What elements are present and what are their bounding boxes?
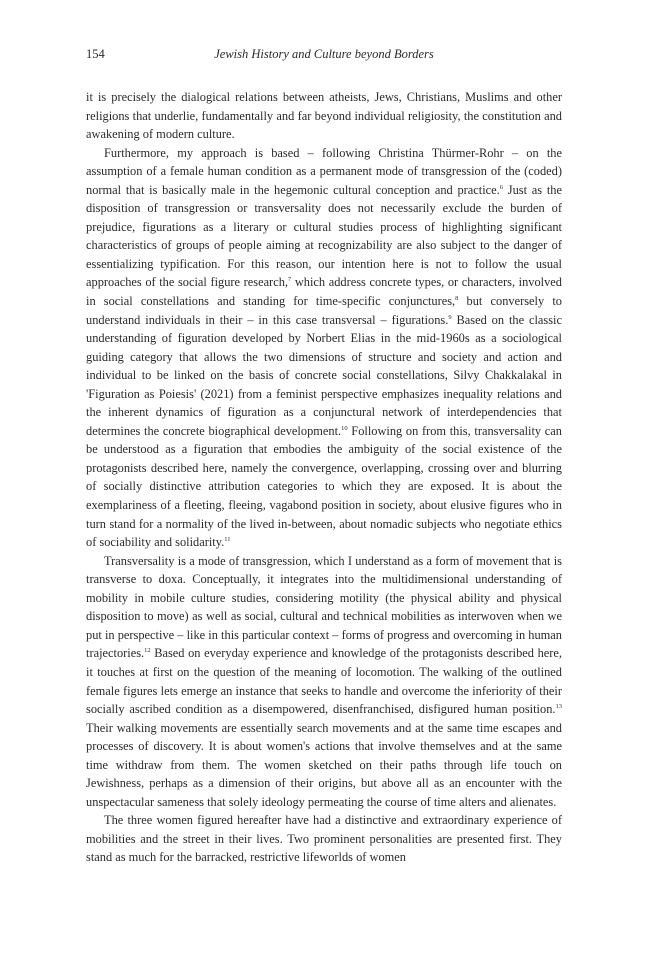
footnote-reference: 11 <box>224 536 231 544</box>
footnote-reference: 12 <box>144 647 151 655</box>
footnote-reference: 8 <box>455 295 459 303</box>
book-page <box>86 44 562 867</box>
footnote-reference: 9 <box>448 313 452 321</box>
paragraph <box>86 811 562 867</box>
footnote-reference: 6 <box>499 183 504 191</box>
paragraph <box>86 88 562 144</box>
paragraph <box>86 552 562 812</box>
paragraph-text: Based on the classic understanding of figuration developed by Norbert Elias in the mid-1960s as a sociological guiding category that allows the two dimensions of structure and society and action and individual to be linked on the basis of concrete social constellations, Silvy Chakkalakal in 'Figuration as Poiesis' (2021) from a feminist perspective emphasizes inequality relations and the inherent dynamics of figuration as a conjunctural network of interdependencies that determines the concrete biographical development. <box>86 312 562 438</box>
footnote-reference: 7 <box>287 276 292 284</box>
paragraph-text: The three women figured hereafter have had a distinctive and extraordinary experience of mobilities and the street in their lives. Two prominent personalities are presented first. They stand as much for the barracked, restrictive lifeworlds of women <box>86 813 562 865</box>
paragraph-text: Just as the disposition of transgression or transversality does not necessarily exclude the burden of prejudice, figurations as a literary or cultural studies process of highlighting significant characteristics of groups of people aiming at recognizability are also subject to the danger of essentializing typification. For this reason, our intention here is not to follow the usual approaches of the social figure research, <box>86 182 562 290</box>
paragraph-text: which address concrete types, or characters, involved in social constellations and standing for time-specific conjunctures, <box>86 275 562 309</box>
footnote-reference: 10 <box>341 424 348 432</box>
paragraph-text: it is precisely the dialogical relations between atheists, Jews, Christians, Muslims and other religions that underlie, fundamentally and far beyond individual religiosity, the constitution and awakening of modern culture. <box>86 90 562 142</box>
paragraph-text: Transversality is a mode of transgression, which I understand as a form of movement that is transverse to doxa. Conceptually, it integrates into the multidimensional understanding of mobility in mobile culture studies, considering motility (the physical ability and physical disposition to move) as well as social, cultural and technical mobilities as interwoven when we put in perspective – like in this particular context – forms of progress and overcoming in human trajectories. <box>86 553 562 661</box>
paragraph-text: Following on from this, transversality can be understood as a figuration that embodies the ambiguity of the social existence of the protagonists described here, namely the convergence, overlapping, crossing over and blurring of socially distinctive attribution categories to which they are exposed. It is about the exemplariness of a fleeting, fleeing, vagabond position in society, about elusive figures who in turn stand for a normality of the lived in-between, about nomadic subjects who negotiate ethics of sociability and solidarity. <box>86 423 562 550</box>
paragraph-text: Their walking movements are essentially search movements and at the same time escapes and processes of discovery. It is about women's actions that involve themselves and at the same time withdraw from them. The women sketched on their paths through life touch on Jewishness, perhaps as a dimension of their origins, but above all as an encounter with the unspectacular sameness that solely ideology permeating the course of time alters and alienates. <box>86 720 562 809</box>
paragraph-text: Furthermore, my approach is based – following Christina Thürmer-Rohr – on the assumption of a female human condition as a permanent mode of transgression of the (coded) normal that is basically male in the hegemonic cultural conception and practice. <box>86 145 562 197</box>
page-number: 154 <box>86 47 105 61</box>
body-text <box>86 88 562 867</box>
paragraph-text: but conversely to understand individuals in their – in this case transversal – figurations. <box>86 294 562 327</box>
running-header <box>86 44 562 64</box>
paragraph-text: Based on everyday experience and knowledge of the protagonists described here, it touches at first on the question of the meaning of locomotion. The walking of the outlined female figures lets emerge an instance that seeks to handle and overcome the inferiority of their socially ascribed condition as a disempowered, disenfranchised, disfigured human position. <box>86 646 562 717</box>
running-title: Jewish History and Culture beyond Borders <box>214 47 434 61</box>
footnote-reference: 13 <box>555 703 562 711</box>
paragraph <box>86 144 562 552</box>
